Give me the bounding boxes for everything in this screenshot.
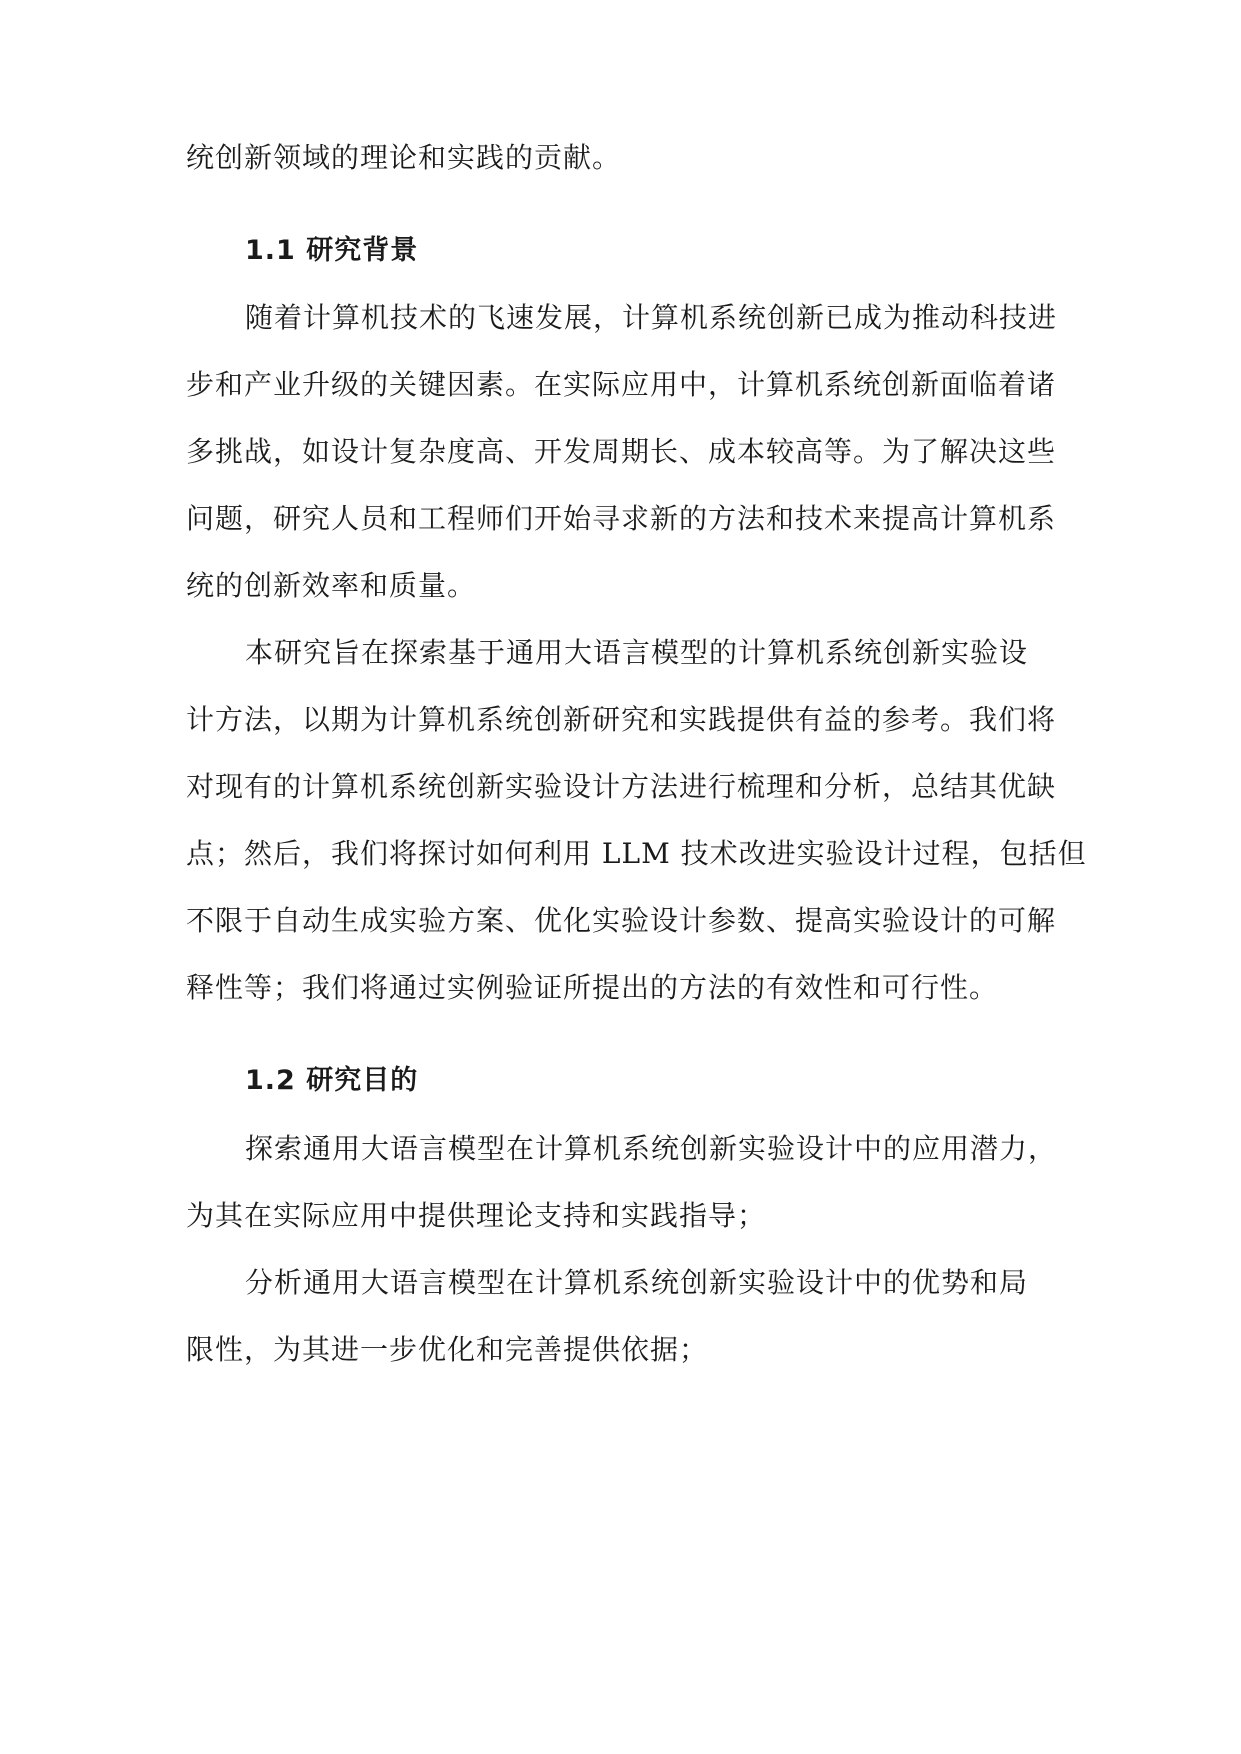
paragraph-line: 多挑战，如设计复杂度高、开发周期长、成本较高等。为了解决这些 bbox=[186, 435, 1057, 468]
paragraph-line: 不限于自动生成实验方案、优化实验设计参数、提高实验设计的可解 bbox=[186, 904, 1057, 937]
paragraph-line: 释性等；我们将通过实例验证所提出的方法的有效性和可行性。 bbox=[186, 971, 999, 1004]
paragraph-line: 点；然后，我们将探讨如何利用 LLM 技术改进实验设计过程，包括但 bbox=[186, 837, 1087, 870]
paragraph-line: 统的创新效率和质量。 bbox=[186, 569, 477, 602]
section-heading-1-1: 1.1 研究背景 bbox=[245, 235, 419, 266]
paragraph-line: 随着计算机技术的飞速发展，计算机系统创新已成为推动科技进 bbox=[245, 301, 1058, 334]
paragraph-line: 计方法，以期为计算机系统创新研究和实践提供有益的参考。我们将 bbox=[186, 703, 1057, 736]
paragraph-line: 对现有的计算机系统创新实验设计方法进行梳理和分析，总结其优缺 bbox=[186, 770, 1057, 803]
list-paragraph-line: 为其在实际应用中提供理论支持和实践指导； bbox=[186, 1199, 767, 1232]
paragraph-line: 本研究旨在探索基于通用大语言模型的计算机系统创新实验设 bbox=[245, 636, 1029, 669]
paragraph-continuation-line: 统创新领域的理论和实践的贡献。 bbox=[186, 141, 622, 174]
section-heading-1-2: 1.2 研究目的 bbox=[245, 1065, 419, 1096]
paragraph-line: 问题，研究人员和工程师们开始寻求新的方法和技术来提高计算机系 bbox=[186, 502, 1057, 535]
paragraph-line: 步和产业升级的关键因素。在实际应用中，计算机系统创新面临着诸 bbox=[186, 368, 1057, 401]
list-paragraph-line: 分析通用大语言模型在计算机系统创新实验设计中的优势和局 bbox=[245, 1266, 1029, 1299]
list-paragraph-line: 探索通用大语言模型在计算机系统创新实验设计中的应用潜力， bbox=[245, 1132, 1058, 1165]
list-paragraph-line: 限性，为其进一步优化和完善提供依据； bbox=[186, 1333, 709, 1366]
